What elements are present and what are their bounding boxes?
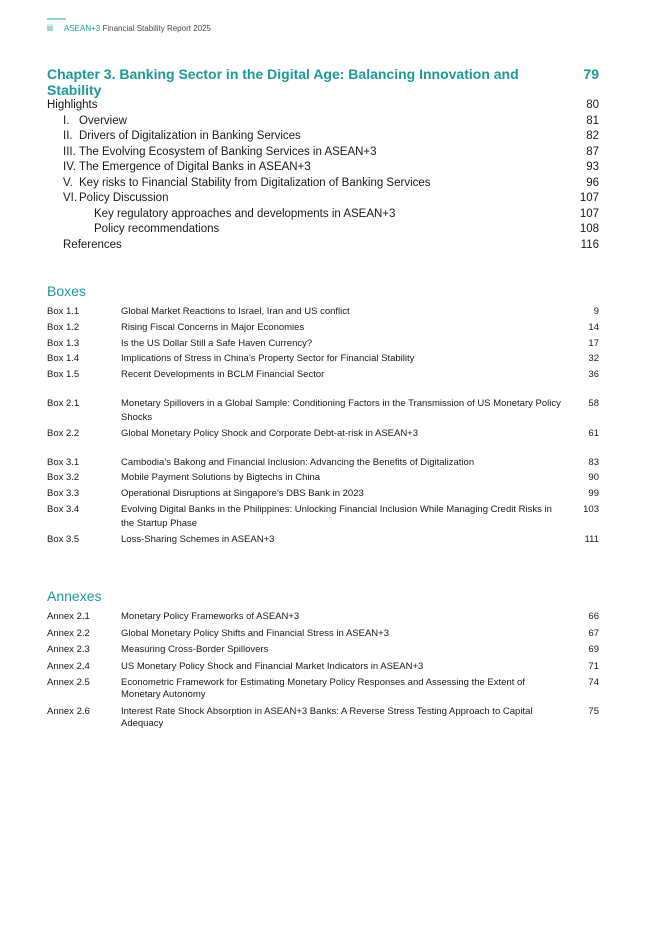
list-item[interactable] [47,661,599,673]
list-item[interactable] [47,611,599,623]
item-title: Global Monetary Policy Shifts and Financial Stress in ASEAN+3 [121,627,389,639]
item-title: Implications of Stress in China’s Property Sector for Financial Stability [121,353,415,365]
toc-entry-text: References [63,238,122,251]
item-title: Cambodia’s Bakong and Financial Inclusion: Advancing the Benefits of Digitalization [121,456,475,468]
toc-entry[interactable] [47,98,599,114]
item-label: Box 2.1 [47,397,80,409]
toc-entry-text: Key risks to Financial Stability from Digitalization of Banking Services [79,176,431,189]
boxes-heading: Boxes [47,283,86,299]
header-accent-bar [47,18,66,20]
item-label: Box 2.2 [47,427,80,439]
toc-entry-page: 96 [586,176,599,189]
list-item[interactable] [47,644,599,656]
boxes-list [47,305,599,549]
toc-entry[interactable] [47,114,599,130]
toc-entry-number: III. [63,145,76,158]
report-prefix: ASEAN+3 [64,24,101,33]
toc-entry-number: II. [63,130,73,142]
list-item[interactable] [47,321,599,335]
item-title: Monetary Policy Frameworks of ASEAN+3 [121,611,300,622]
item-title: Recent Developments in BCLM Financial Sector [121,369,325,381]
item-page: 36 [588,369,599,381]
item-page: 14 [588,321,599,333]
item-title: US Monetary Policy Shock and Financial Market Indicators in ASEAN+3 [121,660,424,672]
list-item[interactable] [47,471,599,485]
item-page: 83 [588,456,599,468]
item-page: 71 [588,660,599,672]
toc-entry[interactable] [47,145,599,161]
toc-entry[interactable] [47,238,599,254]
item-title: Is the US Dollar Still a Safe Haven Currency? [121,337,313,349]
item-label: Box 1.1 [47,306,80,317]
item-label: Box 1.3 [47,337,80,349]
toc-entry-text: The Emergence of Digital Banks in ASEAN+3 [79,161,311,173]
toc-entry-page: 82 [586,130,599,142]
item-page: 99 [588,488,599,500]
toc-subentry[interactable] [47,207,599,223]
toc-entry-text: Policy Discussion [79,192,169,204]
item-page: 74 [588,677,599,688]
item-label: Box 3.5 [47,533,80,545]
toc-entry-page: 93 [586,161,599,173]
item-label: Box 3.1 [47,456,80,468]
list-item[interactable] [47,337,599,351]
item-page: 61 [588,427,599,439]
item-page: 67 [588,627,599,639]
toc-entry[interactable] [47,191,599,207]
toc-entry-text: Policy recommendations [94,223,220,235]
toc-entry-text: The Evolving Ecosystem of Banking Services in ASEAN+3 [79,145,377,158]
item-title: Measuring Cross-Border Spillovers [121,644,269,655]
item-label: Box 1.5 [47,369,80,381]
item-label: Box 1.2 [47,321,80,333]
list-item[interactable] [47,352,599,366]
list-item[interactable] [47,487,599,501]
toc-entry-page: 80 [586,99,599,111]
item-title: Loss-Sharing Schemes in ASEAN+3 [121,533,275,545]
group-spacer [47,384,599,397]
item-title: Econometric Framework for Estimating Monetary Policy Responses and Assessing the Extent of Monetary Autonomy [121,677,525,700]
item-page: 17 [588,337,599,349]
list-item[interactable] [47,503,599,531]
list-item[interactable] [47,368,599,382]
toc-entry-number: VI. [63,192,78,204]
item-label: Annex 2.1 [47,611,90,622]
item-page: 32 [588,353,599,365]
list-item[interactable] [47,397,599,425]
group-spacer [47,443,599,456]
toc-entry-text: Key regulatory approaches and developments in ASEAN+3 [94,207,396,220]
toc-entry-number: I. [63,114,70,127]
report-title-rest: Financial Stability Report 2025 [102,24,211,33]
toc-entry-page: 107 [579,192,599,204]
item-page: 69 [588,644,599,655]
list-item[interactable] [47,456,599,470]
toc-entry-page: 81 [586,114,599,127]
annexes-list [47,611,599,734]
item-title: Operational Disruptions at Singapore’s DBS Bank in 2023 [121,488,364,500]
running-header [47,18,211,33]
item-label: Box 3.3 [47,488,80,500]
item-label: Annex 2.6 [47,705,90,717]
toc-entry-page: 107 [579,207,599,220]
toc-entry-text: Drivers of Digitalization in Banking Services [79,130,301,142]
page-number: iii [47,23,53,33]
list-item[interactable] [47,628,599,640]
item-label: Annex 2.2 [47,627,90,639]
item-title: Monetary Spillovers in a Global Sample: Conditioning Factors in the Transmission of US Monetary Policy Shocks [121,397,561,423]
item-title: Interest Rate Shock Absorption in ASEAN+3 Banks: A Reverse Stress Testing Approach to Capital Adequacy [121,705,533,729]
chapter-toc [47,66,599,253]
list-item[interactable] [47,533,599,547]
item-page: 111 [584,533,599,545]
item-title: Global Monetary Policy Shock and Corporate Debt-at-risk in ASEAN+3 [121,427,419,439]
item-label: Box 1.4 [47,353,80,365]
item-page: 66 [588,611,599,622]
chapter-heading[interactable] [47,66,599,98]
toc-entry-text: Highlights [47,99,98,111]
item-title: Rising Fiscal Concerns in Major Economies [121,321,305,333]
list-item[interactable] [47,706,599,730]
item-label: Annex 2.3 [47,644,90,655]
item-label: Box 3.2 [47,472,80,484]
toc-entry[interactable] [47,176,599,192]
chapter-title: Chapter 3. Banking Sector in the Digital Age: Balancing Innovation and Stability [47,66,519,98]
toc-entry-page: 116 [580,238,599,251]
list-item[interactable] [47,677,599,701]
toc-entry-text: Overview [79,114,127,127]
item-page: 58 [588,397,599,409]
toc-entry-number: IV. [63,161,77,173]
toc-entry-number: V. [63,176,73,189]
toc-subentry[interactable] [47,222,599,238]
item-label: Annex 2.4 [47,660,90,672]
toc-entry[interactable] [47,129,599,145]
toc-entry-page: 87 [586,145,599,158]
item-page: 103 [583,503,599,515]
item-page: 9 [593,306,599,317]
toc-entry[interactable] [47,160,599,176]
toc-entry-page: 108 [579,223,599,235]
report-title [64,24,211,33]
list-item[interactable] [47,305,599,319]
item-label: Box 3.4 [47,503,80,515]
item-page: 75 [588,705,599,717]
item-page: 90 [588,472,599,484]
item-title: Global Market Reactions to Israel, Iran and US conflict [121,306,350,317]
chapter-page: 79 [583,66,599,82]
list-item[interactable] [47,427,599,441]
item-title: Mobile Payment Solutions by Bigtechs in China [121,472,321,484]
item-label: Annex 2.5 [47,677,90,688]
item-title: Evolving Digital Banks in the Philippines: Unlocking Financial Inclusion While Managing Credit Risks in the Startup Phase [121,503,552,529]
annexes-heading: Annexes [47,588,102,604]
